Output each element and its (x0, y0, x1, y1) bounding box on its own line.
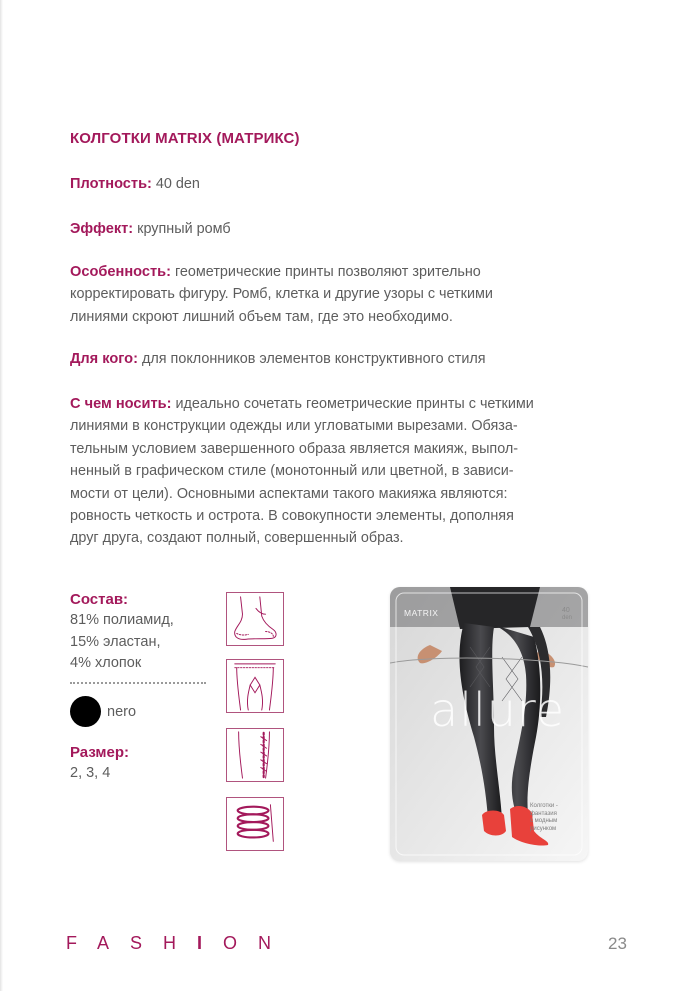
feature-line: корректировать фигуру. Ромб, клетка и другие узоры с четкими (70, 286, 493, 303)
composition-item: 4% хлопок (70, 655, 142, 671)
effect-label: Эффект: (70, 221, 134, 237)
feature-line: геометрические принты позволяют зрительно (174, 264, 481, 280)
wear-line: ровность четкость и острота. В совокупности элементы, дополняя (70, 508, 514, 525)
wear-line: тельным условием завершенного образа является макияж, выпол- (70, 440, 519, 457)
package-description (530, 803, 582, 833)
gusset-panties-icon (226, 659, 284, 713)
package-description-line: фантазия (530, 810, 557, 817)
feature-label: Особенность: (70, 264, 171, 280)
footer-title-part: FASH (66, 933, 198, 953)
back-seam-pattern-icon (226, 728, 284, 782)
size-block (70, 743, 129, 785)
footer-title-part: I (197, 933, 224, 953)
wear-row (70, 393, 640, 550)
page-number: 23 (608, 934, 627, 953)
footer-title-part: ON (223, 933, 293, 953)
wear-line: линиями в конструкции одежды или угловатыми вырезами. Обяза- (70, 418, 518, 435)
package-description-line: Колготки - (530, 803, 558, 809)
wear-label: С чем носить: (70, 396, 172, 412)
package-density-unit: den (562, 615, 573, 621)
package-product-name: MATRIX (404, 608, 439, 618)
package-brand-logo: allure (430, 683, 566, 737)
effect-value: крупный ромб (137, 221, 231, 237)
forwhom-label: Для кого: (70, 351, 138, 367)
forwhom-value: для поклонников элементов конструктивного стиля (141, 351, 486, 367)
elastic-waistband-icon (226, 797, 284, 851)
composition-item: 15% эластан, (70, 633, 161, 650)
product-package-image (390, 587, 588, 861)
composition-label: Состав: (70, 591, 129, 608)
package-description-line: рисунком (530, 825, 557, 832)
composition-block (70, 590, 220, 675)
package-description-line: с модным (530, 818, 558, 824)
color-name: nero (107, 703, 137, 720)
wear-line: мости от цели). Основными аспектами такого макияжа являются: (70, 485, 508, 502)
page-edge (0, 0, 3, 991)
size-label: Размер: (70, 744, 130, 761)
forwhom-row (70, 348, 640, 370)
wear-line: идеально сочетать геометрические принты с четкими (175, 396, 534, 412)
color-option (70, 696, 136, 727)
feature-row (70, 261, 640, 328)
product-title: КОЛГОТКИ MATRIX (МАТРИКС) (70, 130, 300, 147)
dotted-divider (70, 682, 206, 684)
footer-section-title (66, 933, 292, 954)
feature-line: линиями скроют лишний объем там, где это необходимо. (70, 308, 453, 325)
wear-line: друг друга, создают полный, совершенный образ. (70, 530, 404, 547)
size-values: 2, 3, 4 (70, 765, 111, 781)
package-density-value: 40 (562, 607, 570, 614)
effect-row (70, 218, 640, 240)
composition-item: 81% полиамид, (70, 612, 174, 628)
wear-line: ненный в графическом стиле (монотонный или цветной, в зависи- (70, 463, 514, 480)
density-value: 40 den (155, 176, 200, 192)
density-row (70, 173, 640, 195)
reinforced-toe-icon (226, 592, 284, 646)
density-label: Плотность: (70, 176, 152, 192)
color-swatch (70, 696, 101, 727)
